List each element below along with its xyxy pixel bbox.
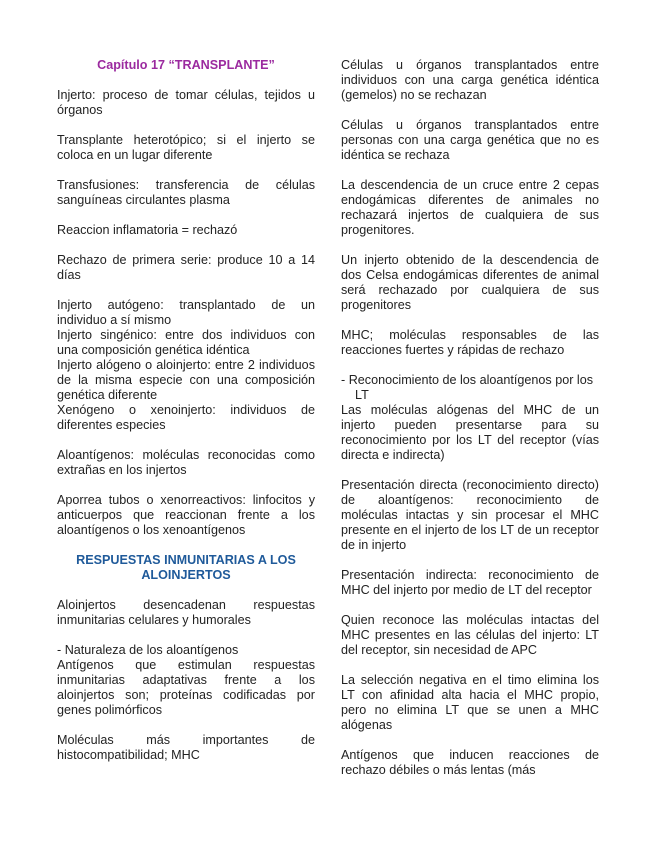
paragraph: Células u órganos transplantados entre individuos con una carga genética idéntica (gemelos) no se rechazan	[341, 58, 599, 102]
section-heading: RESPUESTAS INMUNITARIAS A LOS ALOINJERTOS	[76, 553, 296, 582]
paragraph: Xenógeno o xenoinjerto: individuos de diferentes especies	[57, 403, 315, 432]
paragraph: Transfusiones: transferencia de células sanguíneas circulantes plasma	[57, 178, 315, 207]
paragraph: Antígenos que inducen reacciones de rechazo débiles o más lentas (más	[341, 748, 599, 777]
paragraph: Aloinjertos desencadenan respuestas inmunitarias celulares y humorales	[57, 598, 315, 627]
paragraph: Un injerto obtenido de la descendencia de dos Celsa endogámicas diferentes de animal será rechazado por cualquiera de sus progenitores	[341, 253, 599, 312]
chapter-title: Capítulo 17 “TRANSPLANTE”	[97, 58, 275, 72]
paragraph: Presentación directa (reconocimiento directo) de aloantígenos: reconocimiento de moléculas intactas y sin procesar el MHC presente en el injerto de los LT de un receptor de in injerto	[341, 478, 599, 552]
paragraph: Injerto autógeno: transplantado de un individuo a sí mismo	[57, 298, 315, 327]
paragraph: Aporrea tubos o xenorreactivos: linfocitos y anticuerpos que reaccionan frente a los aloantígenos o los xenoantígenos	[57, 493, 315, 537]
paragraph: Transplante heterotópico; si el injerto se coloca en un lugar diferente	[57, 133, 315, 162]
right-column	[341, 58, 599, 793]
paragraph: Aloantígenos: moléculas reconocidas como extrañas en los injertos	[57, 448, 315, 477]
paragraph: Las moléculas alógenas del MHC de un injerto pueden presentarse para su reconocimiento por los LT del receptor (vías directa e indirecta)	[341, 403, 599, 462]
paragraph: MHC; moléculas responsables de las reacciones fuertes y rápidas de rechazo	[341, 328, 599, 357]
paragraph: La selección negativa en el timo elimina los LT con afinidad alta hacia el MHC propio, pero no elimina LT que se unen a MHC alógenas	[341, 673, 599, 732]
paragraph: Células u órganos transplantados entre personas con una carga genética que no es idéntica se rechaza	[341, 118, 599, 162]
left-column	[57, 58, 315, 778]
paragraph: Presentación indirecta: reconocimiento de MHC del injerto por medio de LT del receptor	[341, 568, 599, 597]
bullet-item: - Reconocimiento de los aloantígenos por los LT	[341, 373, 594, 402]
paragraph: Reaccion inflamatoria = rechazó	[57, 223, 238, 237]
paragraph: Injerto: proceso de tomar células, tejidos u órganos	[57, 88, 315, 117]
paragraph: Injerto singénico: entre dos individuos con una composición genética idéntica	[57, 328, 315, 357]
paragraph: Quien reconoce las moléculas intactas del MHC presentes en las células del injerto: LT del receptor, sin necesidad de APC	[341, 613, 599, 657]
paragraph: Moléculas más importantes de histocompatibilidad; MHC	[57, 733, 315, 762]
paragraph: Rechazo de primera serie: produce 10 a 14 días	[57, 253, 315, 282]
paragraph: Injerto alógeno o aloinjerto: entre 2 individuos de la misma especie con una composición genética diferente	[57, 358, 315, 402]
paragraph: Antígenos que estimulan respuestas inmunitarias adaptativas frente a los aloinjertos son; proteínas codificadas por genes polimórficos	[57, 658, 315, 717]
bullet-item: - Naturaleza de los aloantígenos	[57, 643, 239, 657]
paragraph: La descendencia de un cruce entre 2 cepas endogámicas diferentes de animales no rechazará injertos de cualquiera de sus progenitores.	[341, 178, 599, 237]
